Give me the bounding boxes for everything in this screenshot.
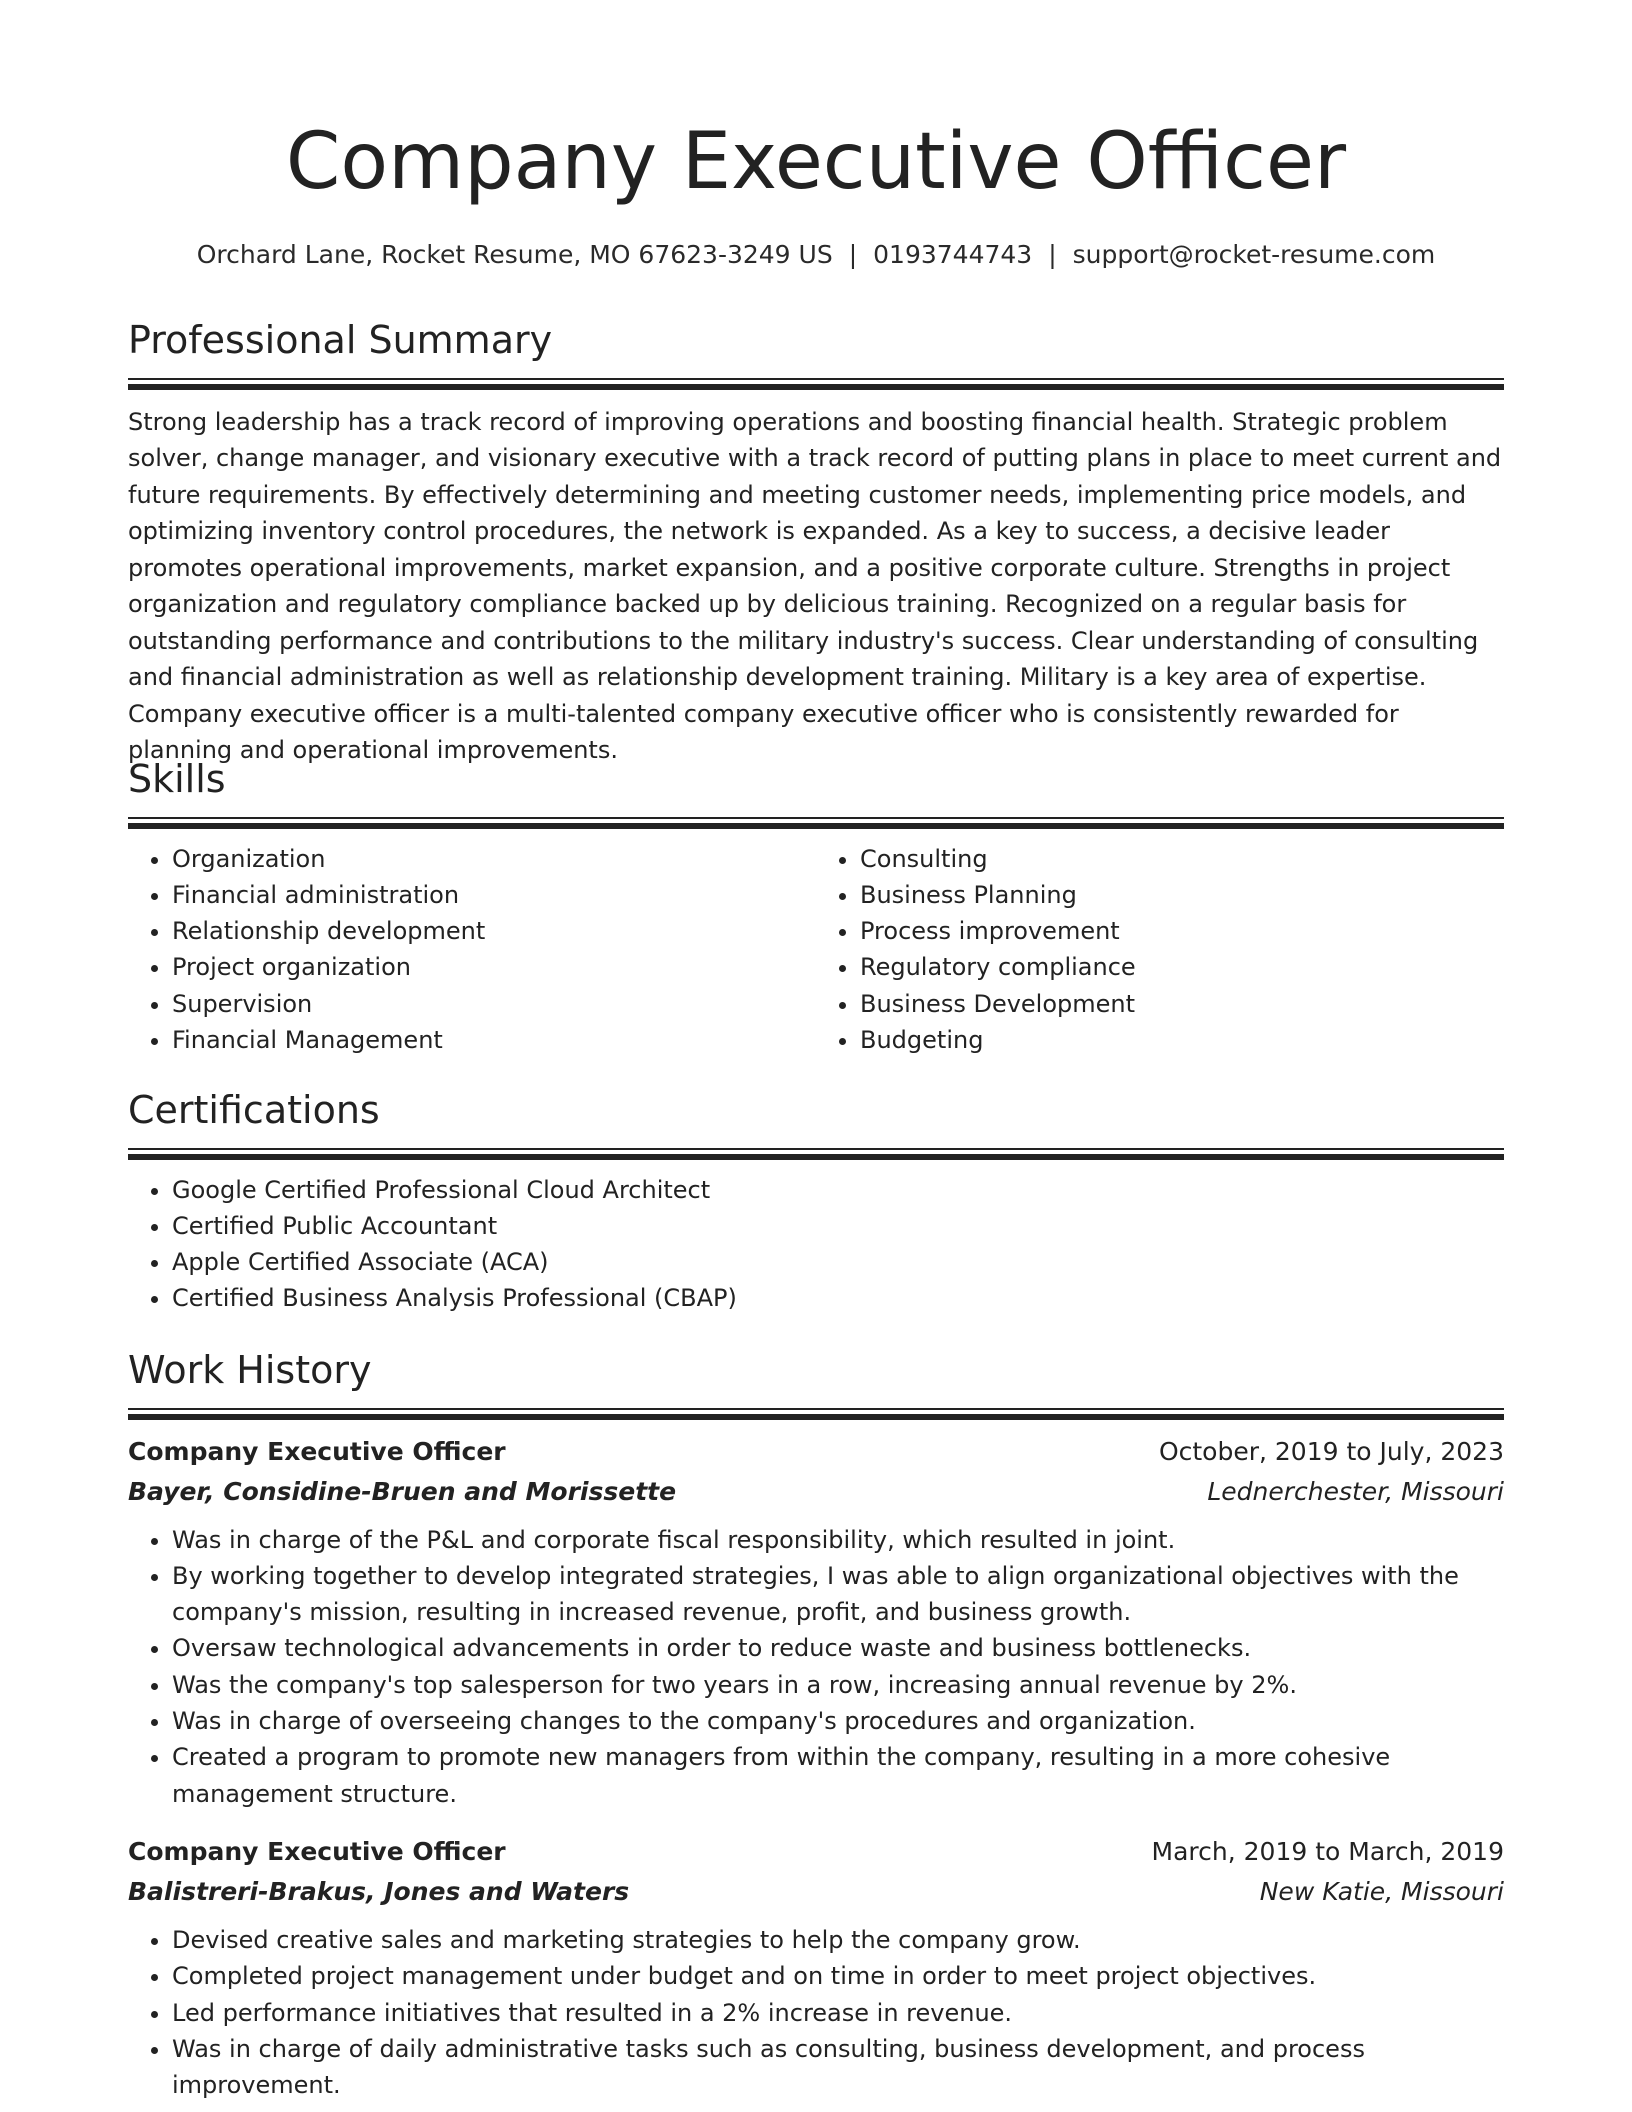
skill-item: • Consulting — [860, 841, 1504, 877]
job-entry — [128, 1832, 1504, 2103]
certification-item: • Certified Business Analysis Professional (CBAP) — [172, 1280, 1504, 1316]
job-location: New Katie, Missouri — [1259, 1876, 1504, 1906]
skill-item: • Supervision — [172, 986, 816, 1022]
job-subheader — [128, 1472, 1504, 1512]
skills-columns — [128, 829, 1504, 1059]
job-bullets — [128, 1522, 1504, 1812]
contact-address: Orchard Lane, Rocket Resume, MO 67623-3249 US — [196, 240, 833, 269]
certifications-heading: Certifications — [128, 1088, 380, 1132]
certification-item: • Certified Public Accountant — [172, 1208, 1504, 1244]
skills-list-left — [128, 841, 816, 1059]
skills-heading: Skills — [128, 757, 226, 801]
job-bullets — [128, 1922, 1504, 2103]
job-bullet: • Completed project management under budget and on time in order to meet project objectives. — [172, 1958, 1504, 1994]
section-divider — [128, 1408, 1504, 1420]
job-company: Balistreri-Brakus, Jones and Waters — [128, 1876, 630, 1906]
job-header — [128, 1832, 1504, 1872]
job-subheader — [128, 1872, 1504, 1912]
job-bullet: • Was the company's top salesperson for two years in a row, increasing annual revenue by 2%. — [172, 1667, 1504, 1703]
job-dates: October, 2019 to July, 2023 — [1158, 1436, 1504, 1466]
summary-section — [128, 318, 1504, 769]
skill-item: • Financial administration — [172, 877, 816, 913]
skill-item: • Project organization — [172, 949, 816, 985]
job-bullet: • By working together to develop integrated strategies, I was able to align organizational objectives with the company's mission, resulting in increased revenue, profit, and business growth. — [172, 1558, 1504, 1631]
job-bullet: • Devised creative sales and marketing strategies to help the company grow. — [172, 1922, 1504, 1958]
contact-separator: | — [848, 240, 858, 269]
job-title: Company Executive Officer — [128, 1836, 506, 1866]
job-bullet: • Oversaw technological advancements in order to reduce waste and business bottlenecks. — [172, 1630, 1504, 1666]
candidate-name: Company Executive Officer — [285, 117, 1347, 207]
contact-phone: 0193744743 — [873, 240, 1033, 269]
skills-section — [128, 757, 1504, 1058]
summary-text: Strong leadership has a track record of improving operations and boosting financial health. Strategic problem solver, change manager, and visionary executive with a track record of putting plans in place to meet current and future requirements. By effectively determining and meeting customer needs, implementing price models, and optimizing inventory control procedures, the network is expanded. As a key to success, a decisive leader promotes operational improvements, market expansion, and a positive corporate culture. Strengths in project organization and regulatory compliance backed up by delicious training. Recognized on a regular basis for outstanding performance and contributions to the military industry's success. Clear understanding of consulting and financial administration as well as relationship development training. Military is a key area of expertise. Company executive officer is a multi-talented company executive officer who is consistently rewarded for planning and operational improvements. — [128, 407, 1502, 765]
skill-item: • Business Development — [860, 986, 1504, 1022]
contact-email: support@rocket-resume.com — [1072, 240, 1436, 269]
job-company: Bayer, Considine-Bruen and Morissette — [128, 1476, 677, 1506]
skill-item: • Budgeting — [860, 1022, 1504, 1058]
certification-item: • Apple Certified Associate (ACA) — [172, 1244, 1504, 1280]
contact-separator: | — [1048, 240, 1057, 269]
job-bullet: • Was in charge of the P&L and corporate fiscal responsibility, which resulted in joint. — [172, 1522, 1504, 1558]
skill-item: • Regulatory compliance — [860, 949, 1504, 985]
work-history-section — [128, 1348, 1504, 2103]
job-dates: March, 2019 to March, 2019 — [1151, 1836, 1504, 1866]
certification-item: • Google Certified Professional Cloud Architect — [172, 1172, 1504, 1208]
skills-list-right — [816, 841, 1504, 1059]
job-bullet: • Was in charge of daily administrative tasks such as consulting, business development, and process improvement. — [172, 2031, 1504, 2104]
section-divider — [128, 378, 1504, 390]
job-bullet: • Led performance initiatives that resulted in a 2% increase in revenue. — [172, 1995, 1504, 2031]
skill-item: • Business Planning — [860, 877, 1504, 913]
job-location: Lednerchester, Missouri — [1207, 1476, 1504, 1506]
certifications-section — [128, 1088, 1504, 1317]
section-divider — [128, 1148, 1504, 1160]
section-divider — [128, 817, 1504, 829]
job-bullet: • Created a program to promote new managers from within the company, resulting in a more cohesive management structure. — [172, 1739, 1504, 1812]
certifications-list — [128, 1172, 1504, 1317]
skill-item: • Relationship development — [172, 913, 816, 949]
skill-item: • Financial Management — [172, 1022, 816, 1058]
job-bullet: • Was in charge of overseeing changes to the company's procedures and organization. — [172, 1703, 1504, 1739]
contact-line — [0, 240, 1632, 270]
skill-item: • Process improvement — [860, 913, 1504, 949]
job-header — [128, 1432, 1504, 1472]
job-entry — [128, 1432, 1504, 1812]
skill-item: • Organization — [172, 841, 816, 877]
job-title: Company Executive Officer — [128, 1436, 506, 1466]
summary-heading: Professional Summary — [128, 318, 553, 362]
work-history-heading: Work History — [128, 1348, 372, 1392]
